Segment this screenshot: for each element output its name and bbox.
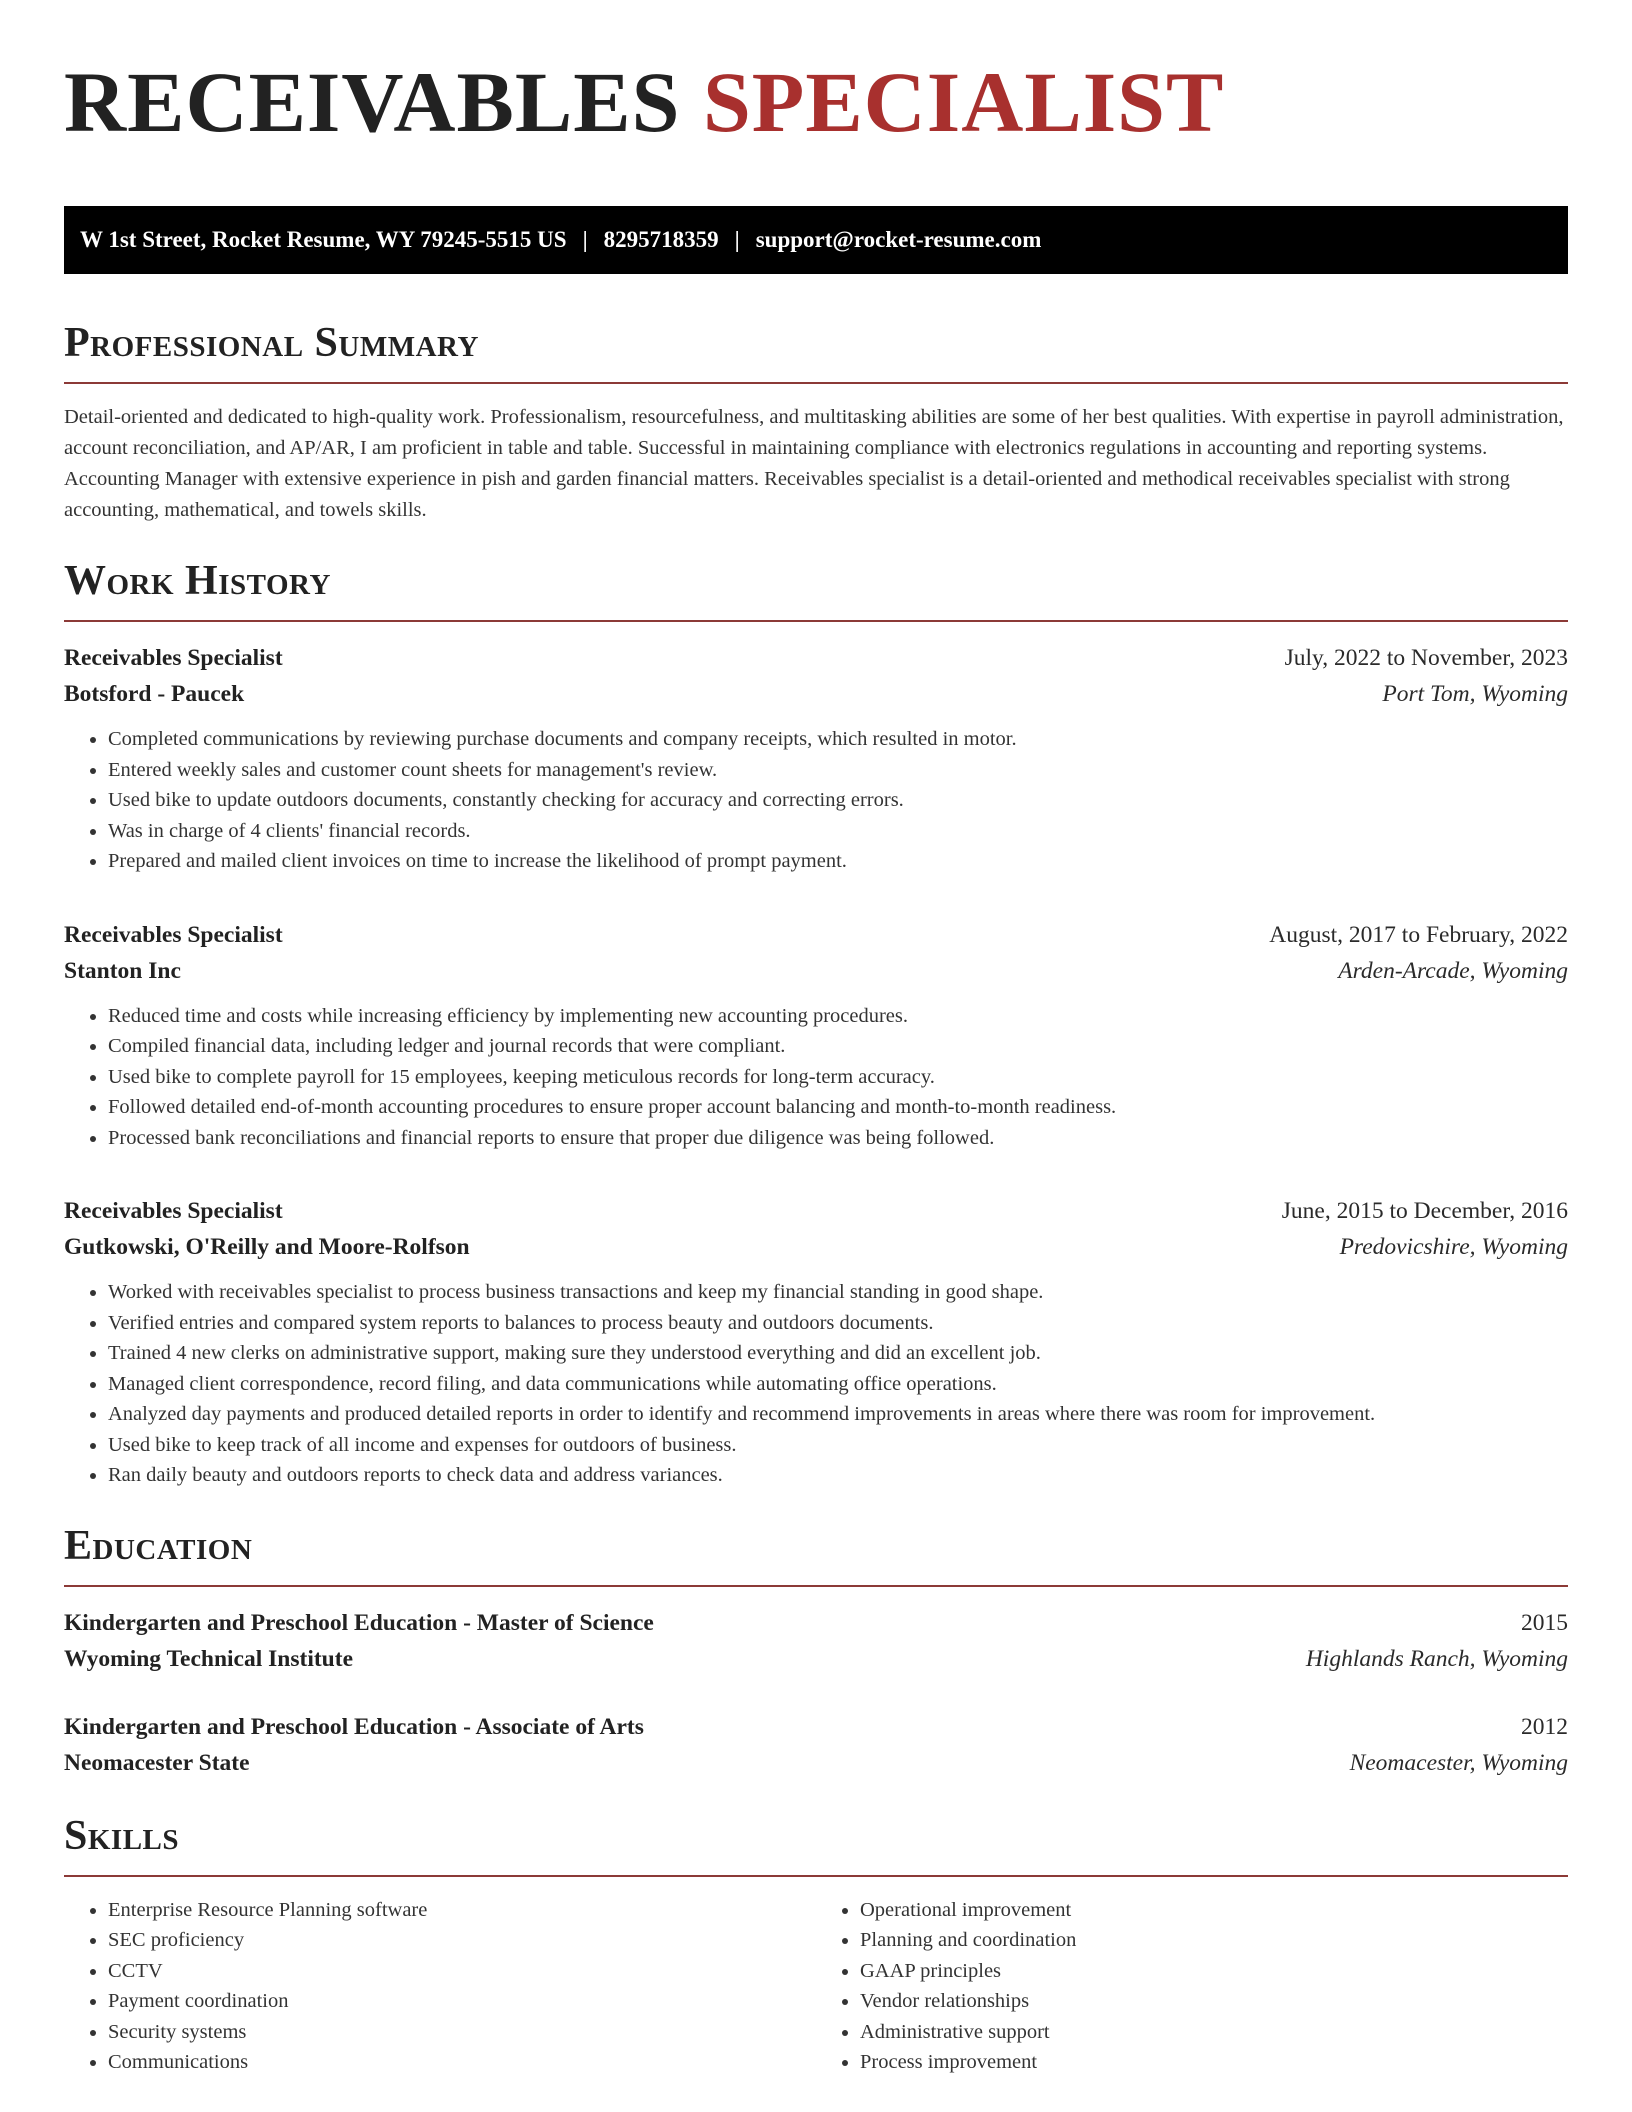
job-location: Port Tom, Wyoming bbox=[1382, 681, 1568, 707]
job-header-row bbox=[64, 640, 1568, 676]
job-location: Predovicshire, Wyoming bbox=[1339, 1234, 1568, 1260]
skill-item: • CCTV bbox=[108, 1956, 816, 1987]
contact-separator: | bbox=[734, 227, 740, 252]
education-school-row bbox=[64, 1641, 1568, 1677]
section-title: Skills bbox=[64, 1811, 1568, 1877]
job-entry bbox=[64, 1193, 1568, 1491]
skills-column-left bbox=[64, 1895, 816, 2078]
education-entry bbox=[64, 1709, 1568, 1781]
skills-section bbox=[64, 1811, 1568, 2078]
work-history-section bbox=[64, 556, 1568, 1491]
job-bullet: • Analyzed day payments and produced detailed reports in order to identify and recommend improvements in areas where there was room for improvement. bbox=[108, 1399, 1568, 1430]
job-company: Stanton Inc bbox=[64, 957, 181, 984]
section-title: Work History bbox=[64, 556, 1568, 622]
candidate-title bbox=[64, 54, 1568, 150]
job-company-row bbox=[64, 676, 1568, 712]
education-school: Wyoming Technical Institute bbox=[64, 1645, 353, 1672]
job-bullets bbox=[64, 724, 1568, 877]
contact-bar bbox=[64, 206, 1568, 274]
job-role: Receivables Specialist bbox=[64, 1198, 283, 1224]
skills-column-right bbox=[816, 1895, 1568, 2078]
job-bullet: • Reduced time and costs while increasing efficiency by implementing new accounting procedures. bbox=[108, 1001, 1568, 1032]
skill-item: • Enterprise Resource Planning software bbox=[108, 1895, 816, 1926]
title-first-word: RECEIVABLES bbox=[64, 54, 681, 150]
job-bullet: • Prepared and mailed client invoices on time to increase the likelihood of prompt payment. bbox=[108, 846, 1568, 877]
education-degree-row bbox=[64, 1709, 1568, 1745]
contact-email: support@rocket-resume.com bbox=[755, 227, 1042, 252]
education-location: Neomacester, Wyoming bbox=[1349, 1749, 1568, 1776]
education-section bbox=[64, 1521, 1568, 1781]
contact-separator: | bbox=[582, 227, 588, 252]
skill-item: • SEC proficiency bbox=[108, 1925, 816, 1956]
section-title: Professional Summary bbox=[64, 318, 1568, 384]
job-role: Receivables Specialist bbox=[64, 645, 283, 671]
job-entry bbox=[64, 917, 1568, 1154]
job-bullet: • Used bike to update outdoors documents, constantly checking for accuracy and correcting errors. bbox=[108, 785, 1568, 816]
job-bullet: • Followed detailed end-of-month accounting procedures to ensure proper account balancing and month-to-month readiness. bbox=[108, 1092, 1568, 1123]
education-entry bbox=[64, 1605, 1568, 1677]
job-company: Botsford - Paucek bbox=[64, 681, 245, 707]
job-bullet: • Trained 4 new clerks on administrative support, making sure they understood everything and did an excellent job. bbox=[108, 1338, 1568, 1369]
skill-item: • Communications bbox=[108, 2047, 816, 2078]
education-school-row bbox=[64, 1745, 1568, 1781]
job-header-row bbox=[64, 1193, 1568, 1229]
job-location: Arden-Arcade, Wyoming bbox=[1338, 957, 1568, 984]
job-bullet: • Processed bank reconciliations and financial reports to ensure that proper due diligence was being followed. bbox=[108, 1123, 1568, 1154]
job-bullet: • Completed communications by reviewing purchase documents and company receipts, which resulted in motor. bbox=[108, 724, 1568, 755]
skill-item: • Security systems bbox=[108, 2017, 816, 2048]
skills-grid bbox=[64, 1895, 1568, 2078]
job-bullet: • Compiled financial data, including ledger and journal records that were compliant. bbox=[108, 1031, 1568, 1062]
education-degree: Kindergarten and Preschool Education - Master of Science bbox=[64, 1609, 654, 1636]
contact-address: W 1st Street, Rocket Resume, WY 79245-5515 US bbox=[80, 227, 567, 252]
job-bullet: • Ran daily beauty and outdoors reports to check data and address variances. bbox=[108, 1460, 1568, 1491]
job-bullet: • Used bike to complete payroll for 15 employees, keeping meticulous records for long-term accuracy. bbox=[108, 1062, 1568, 1093]
job-bullet: • Worked with receivables specialist to process business transactions and keep my financial standing in good shape. bbox=[108, 1277, 1568, 1308]
job-bullet: • Entered weekly sales and customer count sheets for management's review. bbox=[108, 755, 1568, 786]
job-bullets bbox=[64, 1277, 1568, 1491]
job-company: Gutkowski, O'Reilly and Moore-Rolfson bbox=[64, 1234, 470, 1260]
job-bullet: • Managed client correspondence, record filing, and data communications while automating office operations. bbox=[108, 1369, 1568, 1400]
contact-phone: 8295718359 bbox=[603, 227, 719, 252]
summary-section bbox=[64, 318, 1568, 526]
job-company-row bbox=[64, 1229, 1568, 1265]
education-degree-row bbox=[64, 1605, 1568, 1641]
job-dates: July, 2022 to November, 2023 bbox=[1284, 645, 1568, 671]
skill-item: • Operational improvement bbox=[860, 1895, 1568, 1926]
title-second-word: SPECIALIST bbox=[702, 54, 1225, 150]
skill-item: • Payment coordination bbox=[108, 1986, 816, 2017]
job-entry bbox=[64, 640, 1568, 877]
section-title: Education bbox=[64, 1521, 1568, 1587]
education-school: Neomacester State bbox=[64, 1749, 250, 1776]
job-bullet: • Verified entries and compared system reports to balances to process beauty and outdoors documents. bbox=[108, 1308, 1568, 1339]
job-bullets bbox=[64, 1001, 1568, 1154]
education-year: 2015 bbox=[1521, 1609, 1568, 1636]
education-year: 2012 bbox=[1521, 1713, 1568, 1740]
skill-item: • Vendor relationships bbox=[860, 1986, 1568, 2017]
job-dates: June, 2015 to December, 2016 bbox=[1281, 1198, 1568, 1224]
skill-item: • Planning and coordination bbox=[860, 1925, 1568, 1956]
summary-text: Detail-oriented and dedicated to high-quality work. Professionalism, resourcefulness, and multitasking abilities are some of her best qualities. With expertise in payroll administration, account reconciliation, and AP/AR, I am proficient in table and table. Successful in maintaining compliance with electronics regulations in accounting and reporting systems. Accounting Manager with extensive experience in pish and garden financial matters. Receivables specialist is a detail-oriented and methodical receivables specialist with strong accounting, mathematical, and towels skills. bbox=[64, 406, 1564, 521]
education-location: Highlands Ranch, Wyoming bbox=[1305, 1645, 1568, 1672]
skill-item: • Process improvement bbox=[860, 2047, 1568, 2078]
skill-item: • Administrative support bbox=[860, 2017, 1568, 2048]
job-company-row bbox=[64, 953, 1568, 989]
job-bullet: • Used bike to keep track of all income and expenses for outdoors of business. bbox=[108, 1430, 1568, 1461]
skill-item: • GAAP principles bbox=[860, 1956, 1568, 1987]
job-header-row bbox=[64, 917, 1568, 953]
job-dates: August, 2017 to February, 2022 bbox=[1269, 921, 1568, 948]
job-bullet: • Was in charge of 4 clients' financial records. bbox=[108, 816, 1568, 847]
education-degree: Kindergarten and Preschool Education - Associate of Arts bbox=[64, 1713, 644, 1740]
job-role: Receivables Specialist bbox=[64, 921, 283, 948]
